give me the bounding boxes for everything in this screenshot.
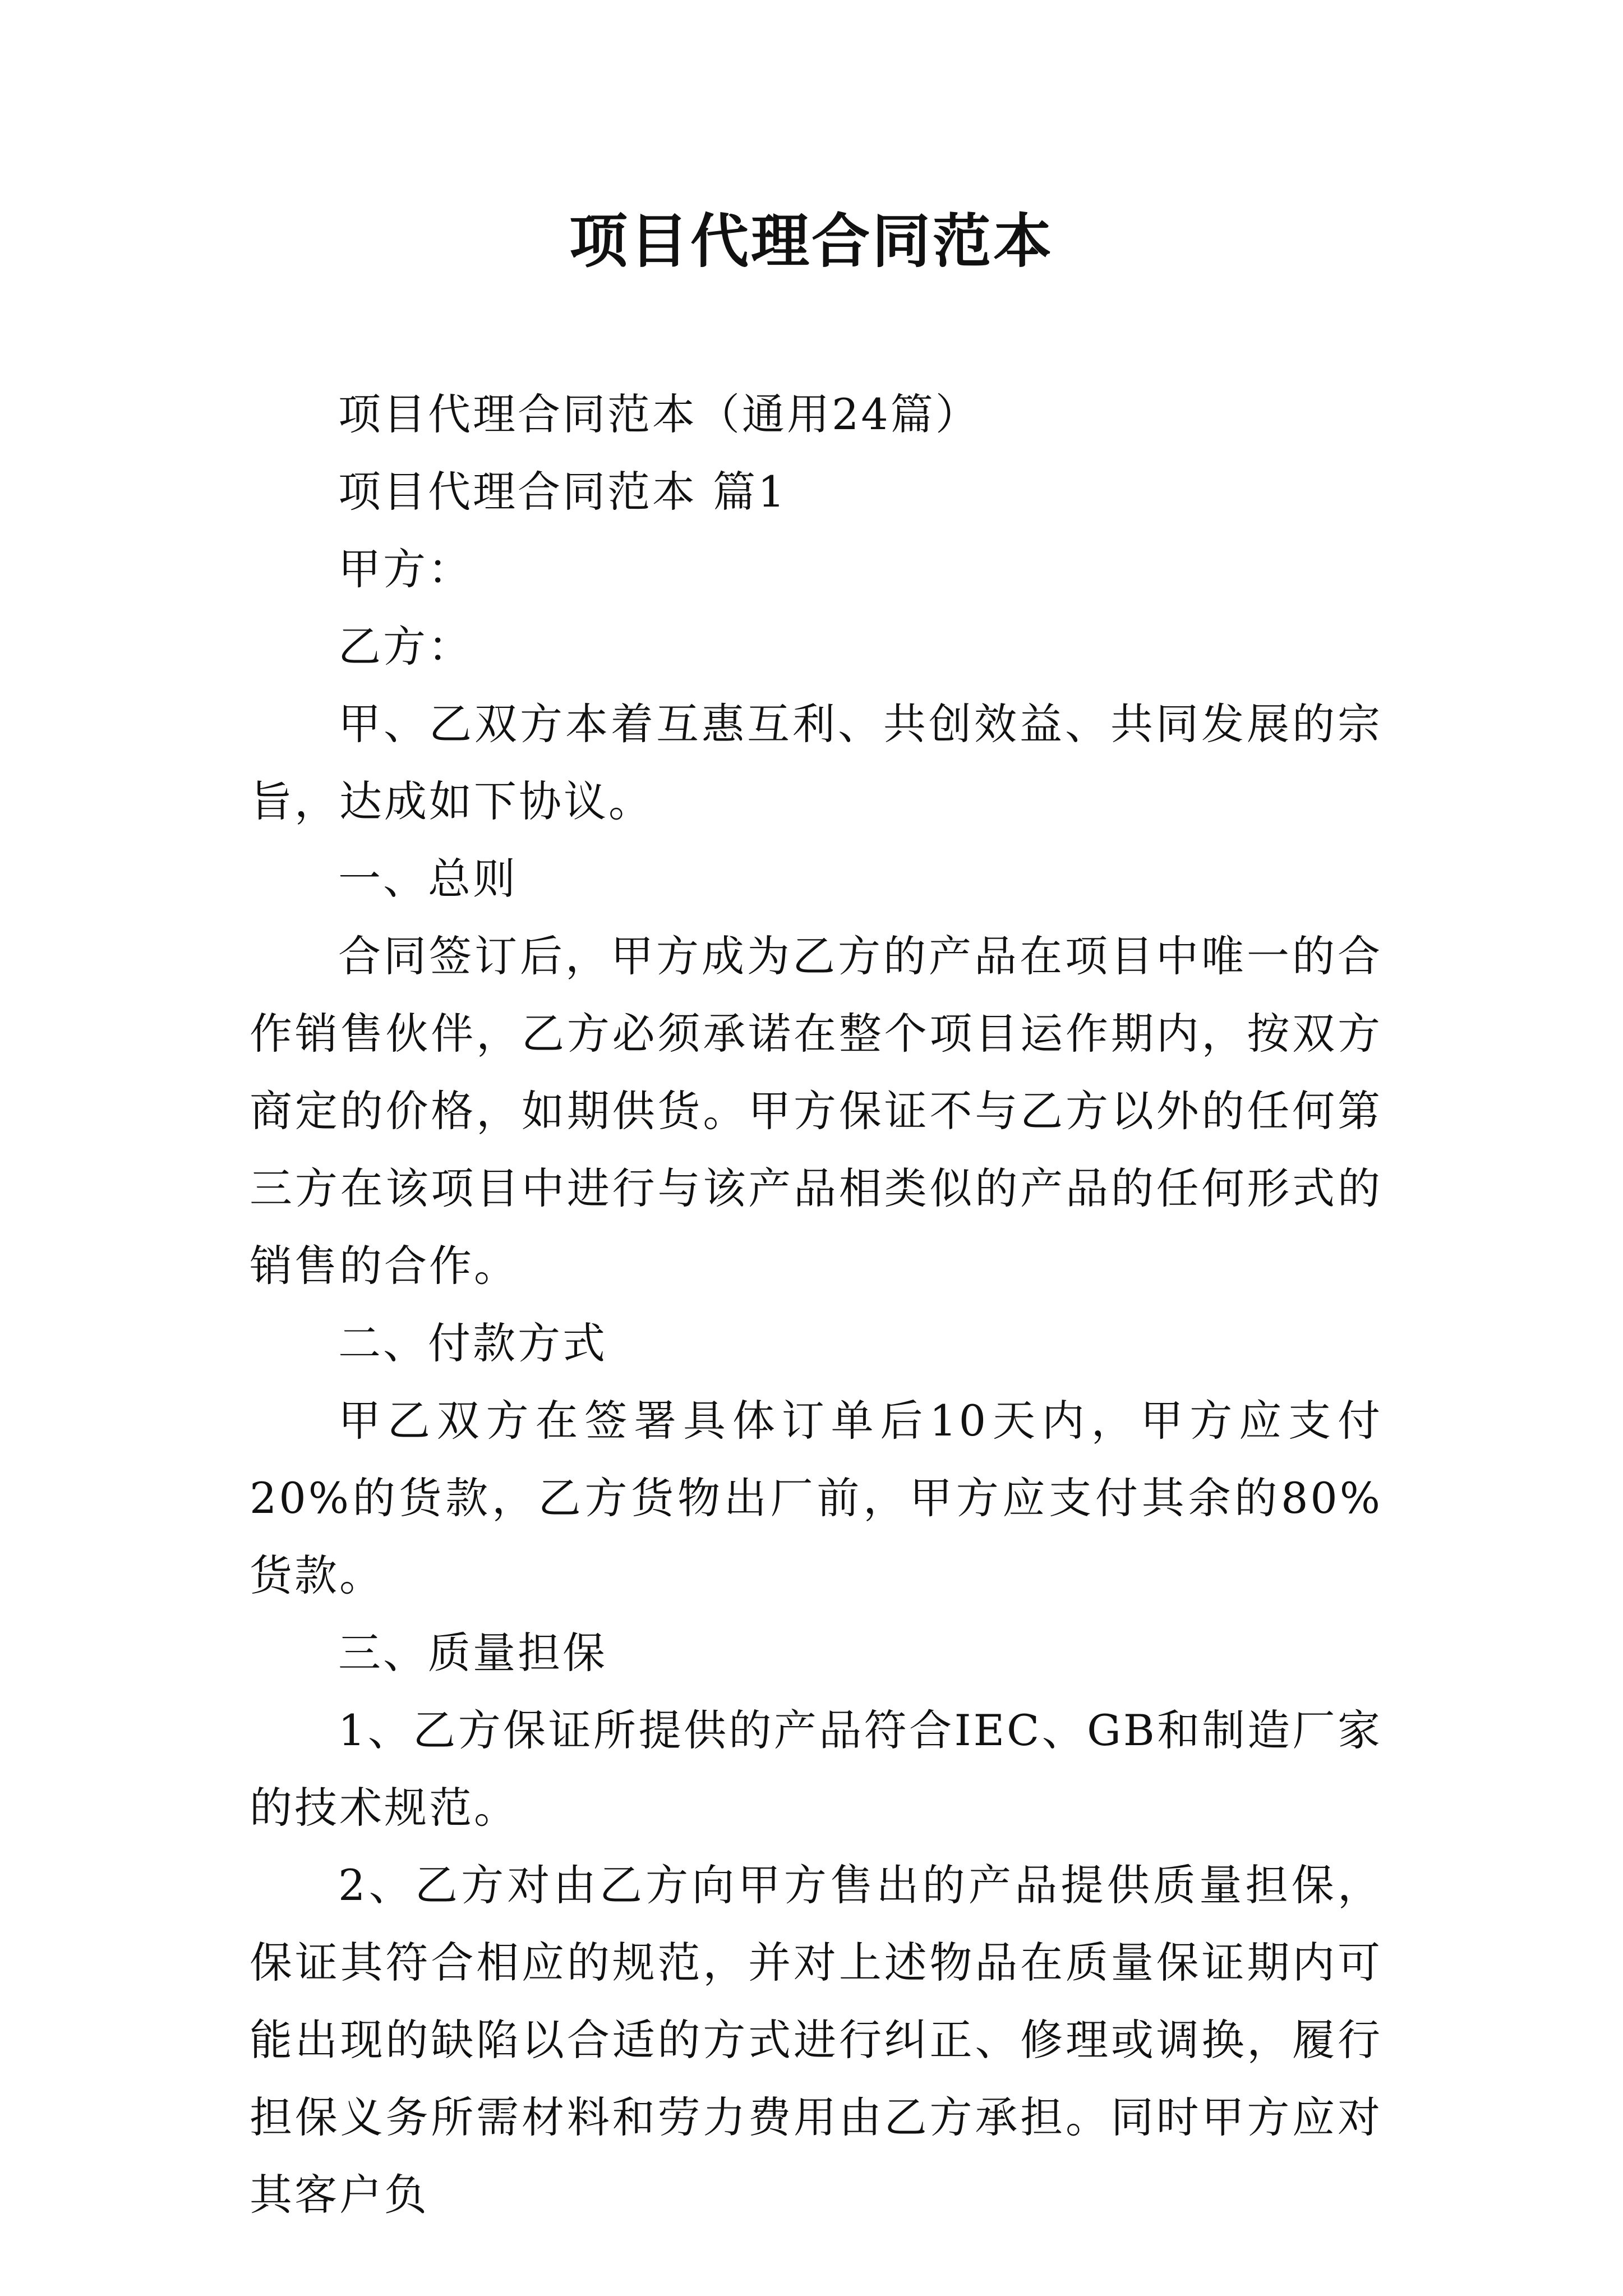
paragraph: 1、乙方保证所提供的产品符合IEC、GB和制造厂家的技术规范。 — [250, 1705, 1382, 1833]
paragraph: 二、付款方式 — [338, 1318, 607, 1368]
paragraph: 三、质量担保 — [338, 1628, 607, 1678]
paragraph: 甲方： — [338, 544, 473, 594]
paragraph: 项目代理合同范本 篇1 — [338, 467, 787, 517]
paragraph: 甲、乙双方本着互惠互利、共创效益、共同发展的宗旨，达成如下协议。 — [250, 699, 1382, 826]
document-body — [250, 376, 1382, 2234]
paragraph: 乙方： — [338, 622, 473, 671]
paragraph: 项目代理合同范本（通用24篇） — [338, 389, 980, 439]
paragraph: 甲乙双方在签署具体订单后10天内，甲方应支付20%的货款，乙方货物出厂前，甲方应支付其余的80%货款。 — [250, 1396, 1382, 1600]
document-title: 项目代理合同范本 — [569, 206, 1054, 275]
paragraph: 2、乙方对由乙方向甲方售出的产品提供质量担保，保证其符合相应的规范，并对上述物品在质量保证期内可能出现的缺陷以合适的方式进行纠正、修理或调换，履行担保义务所需材料和劳力费用由乙方承担。同时甲方应对其客户负 — [250, 1860, 1382, 2220]
paragraph: 合同签订后，甲方成为乙方的产品在项目中唯一的合作销售伙伴，乙方必须承诺在整个项目运作期内，按双方商定的价格，如期供货。甲方保证不与乙方以外的任何第三方在该项目中进行与该产品相类似的产品的任何形式的销售的合作。 — [250, 931, 1382, 1291]
paragraph: 一、总则 — [338, 854, 518, 904]
